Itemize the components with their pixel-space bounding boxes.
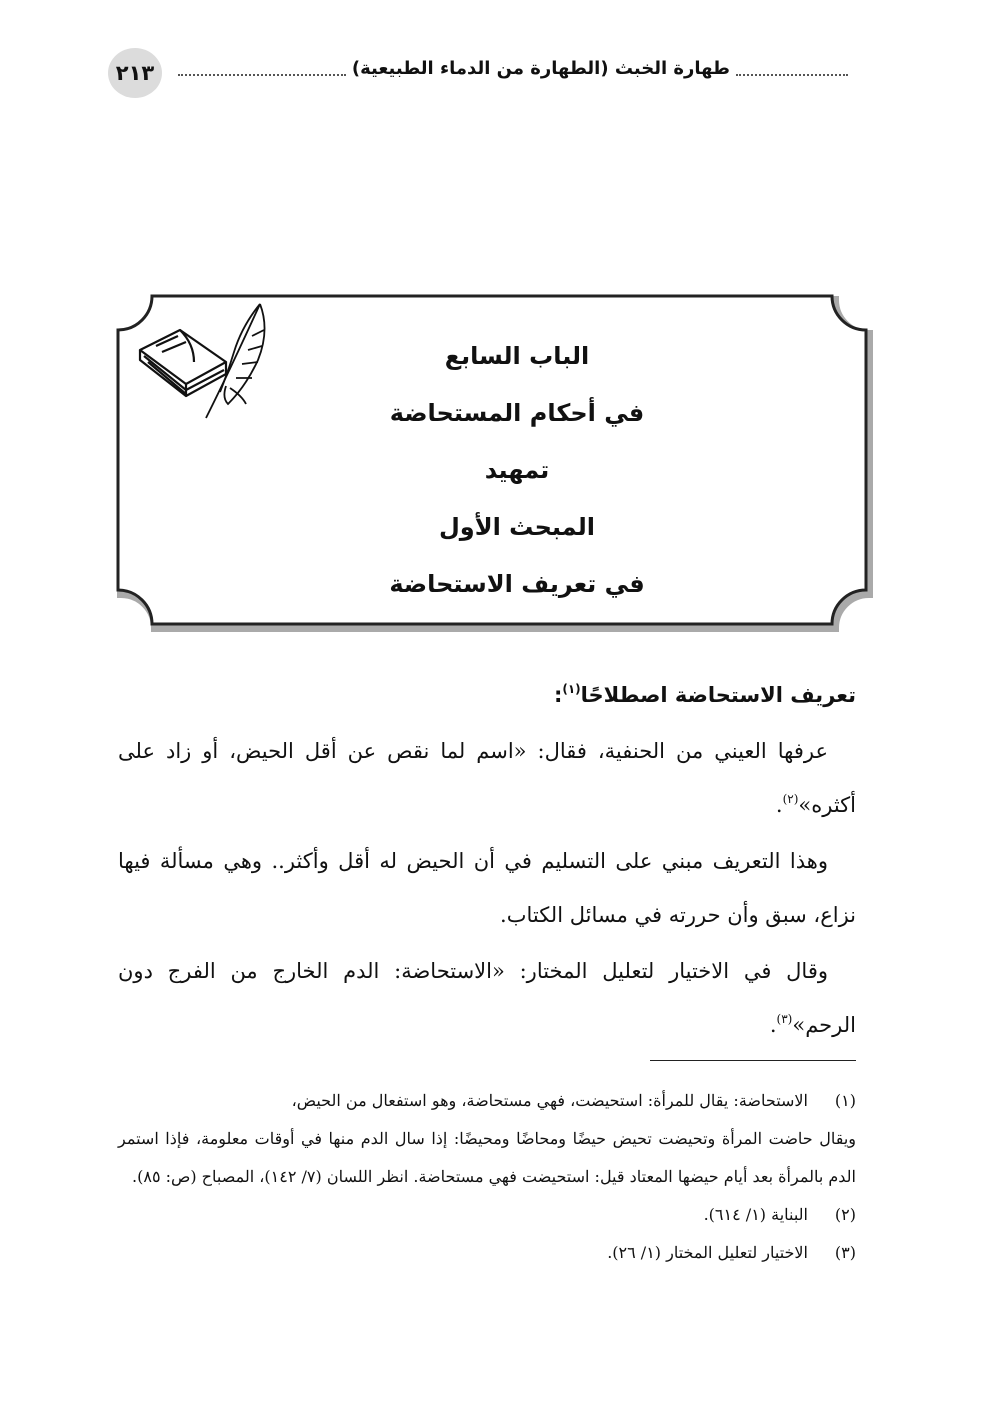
book-feather-icon <box>134 300 284 430</box>
running-header <box>178 58 848 79</box>
footnote-text: البناية (١/ ٦١٤). <box>703 1205 808 1224</box>
chapter-title-frame <box>110 288 874 634</box>
chapter-subtitle: في أحكام المستحاضة <box>389 399 645 427</box>
section-subtitle: في تعريف الاستحاضة <box>389 570 645 598</box>
footnote-text-continued: ويقال حاضت المرأة وتحيضت تحيض حيضًا ومحاضًا ومحيضًا: إذا سال الدم منها في أوقات معلومة، فإذا استمر الدم بالمرأة بعد أيام حيضها المعتاد قيل: استحيضت فهي مستحاضة. انظر اللسان (٧/ ١٤٢)، المصباح (ص: ٨٥). <box>118 1129 856 1186</box>
footnote-text: الاختيار لتعليل المختار (١/ ٢٦). <box>607 1243 808 1262</box>
footnote-number: (٢) <box>834 1205 856 1224</box>
paragraph: عرفها العيني من الحنفية، فقال: «اسم لما نقص عن أقل الحيض، أو زاد على أكثره»$^{(٢)}$. <box>118 739 856 817</box>
chapter-title-lines <box>310 328 724 613</box>
footnote-item <box>118 1196 856 1234</box>
header-trailing-dots <box>178 62 346 76</box>
main-body <box>118 668 856 1052</box>
footnotes <box>118 1082 856 1272</box>
footnote-ref: (١) <box>562 682 581 696</box>
footnote-ref: (٣) <box>776 1012 793 1026</box>
footnote-number: (١) <box>834 1091 856 1110</box>
header-leader-dots <box>736 62 848 76</box>
footnote-text: الاستحاضة: يقال للمرأة: استحيضت، فهي مستحاضة، وهو استفعال من الحيض، <box>291 1091 808 1110</box>
page-header <box>108 48 848 98</box>
footnote-item <box>118 1234 856 1272</box>
paragraph: وهذا التعريف مبني على التسليم في أن الحيض له أقل وأكثر.. وهي مسألة فيها نزاع، سبق وأن حررته في مسائل الكتاب. <box>118 849 856 927</box>
footnote-item <box>118 1082 856 1196</box>
subheading: تعريف الاستحاضة اصطلاحًا$^{(١)}$: <box>553 682 856 707</box>
footnote-number: (٣) <box>834 1243 856 1262</box>
preface-title: تمهيد <box>484 456 550 484</box>
chapter-title: الباب السابع <box>444 342 590 370</box>
running-title: طهارة الخبث (الطهارة من الدماء الطبيعية) <box>351 58 730 79</box>
page-number: ٢١٣ <box>108 48 162 98</box>
paragraph: وقال في الاختيار لتعليل المختار: «الاستحاضة: الدم الخارج من الفرج دون الرحم»$^{(٣)}$. <box>118 959 856 1037</box>
section-title: المبحث الأول <box>438 513 596 541</box>
footnote-ref: (٢) <box>782 792 799 806</box>
footnote-separator <box>650 1060 856 1061</box>
